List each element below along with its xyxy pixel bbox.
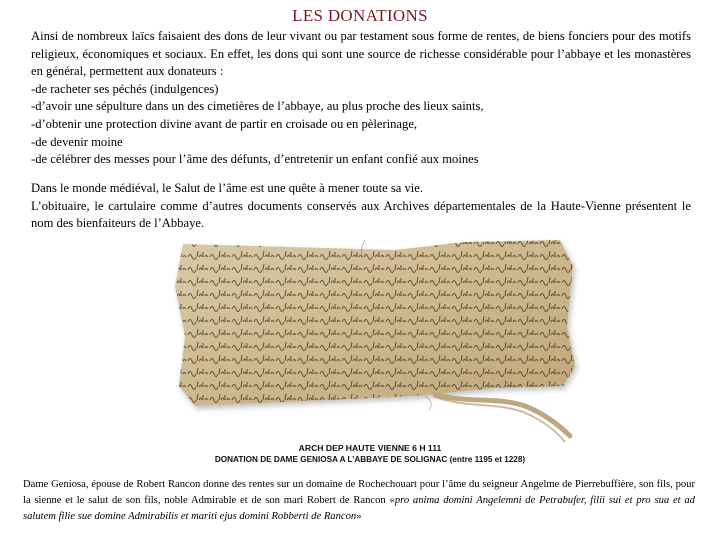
quote-close: » [356, 511, 362, 522]
salvation-line: Dans le monde médiéval, le Salut de l’âme est une quête à mener toute sa vie. [31, 181, 424, 195]
list-item: -de devenir moine [31, 134, 123, 149]
seal-strap [435, 394, 570, 436]
description-text: Dame Geniosa, épouse de Robert Rancon donne des rentes sur un domaine de Rochechouart pour l’âme du seigneur Angelme de Pierrebuffière, son fils, pour la sienne et le salut de son fils, noble Admirable et de son mari Robert de Rancon « [23, 479, 695, 506]
handwritten-script [175, 240, 575, 406]
intro-paragraph: Ainsi de nombreux laïcs faisaient des dons de leur vivant ou par testament sous forme de rentes, de biens fonciers pour des motifs religieux, économiques et sociaux. En effet, les dons qui sont une source de richesse considérable pour l’abbaye et les monastères en général, permettent aux donateurs : [31, 29, 691, 79]
page-title: LES DONATIONS [292, 6, 428, 25]
archive-reference: ARCH DEP HAUTE VIENNE 6 H 111 [298, 443, 442, 453]
latin-quote: pro anima domini Angelemni de Petrabufer, filii sui et pro sua et ad salutem filie sue domine Admirabilis et mariti ejus domini Robberti de Rancon [23, 495, 695, 522]
list-item: -d’avoir une sépulture dans un des cimetières de l’abbaye, au plus proche des lieux saints, [31, 99, 484, 114]
list-item: -d’obtenir une protection divine avant de partir en croisade ou en pèlerinage, [31, 116, 418, 131]
list-item: -de célébrer des messes pour l’âme des défunts, d’entretenir un enfant confié aux moines [31, 152, 479, 167]
salvation-paragraph [31, 180, 691, 233]
intro-section [31, 28, 691, 169]
list-item: -de racheter ses péchés (indulgences) [31, 81, 219, 96]
parchment-illustration [165, 236, 585, 448]
donation-description [23, 477, 695, 525]
donation-caption: DONATION DE DAME GENIOSA A L’ABBAYE DE SOLIGNAC (entre 1195 et 1228) [214, 455, 526, 464]
archives-line: L’obituaire, le cartulaire comme d’autres documents conservés aux Archives départementales de la Haute-Vienne présentent le nom des bienfaiteurs de l’Abbaye. [31, 198, 691, 231]
figure-caption [160, 443, 580, 465]
charter-image [165, 236, 585, 448]
